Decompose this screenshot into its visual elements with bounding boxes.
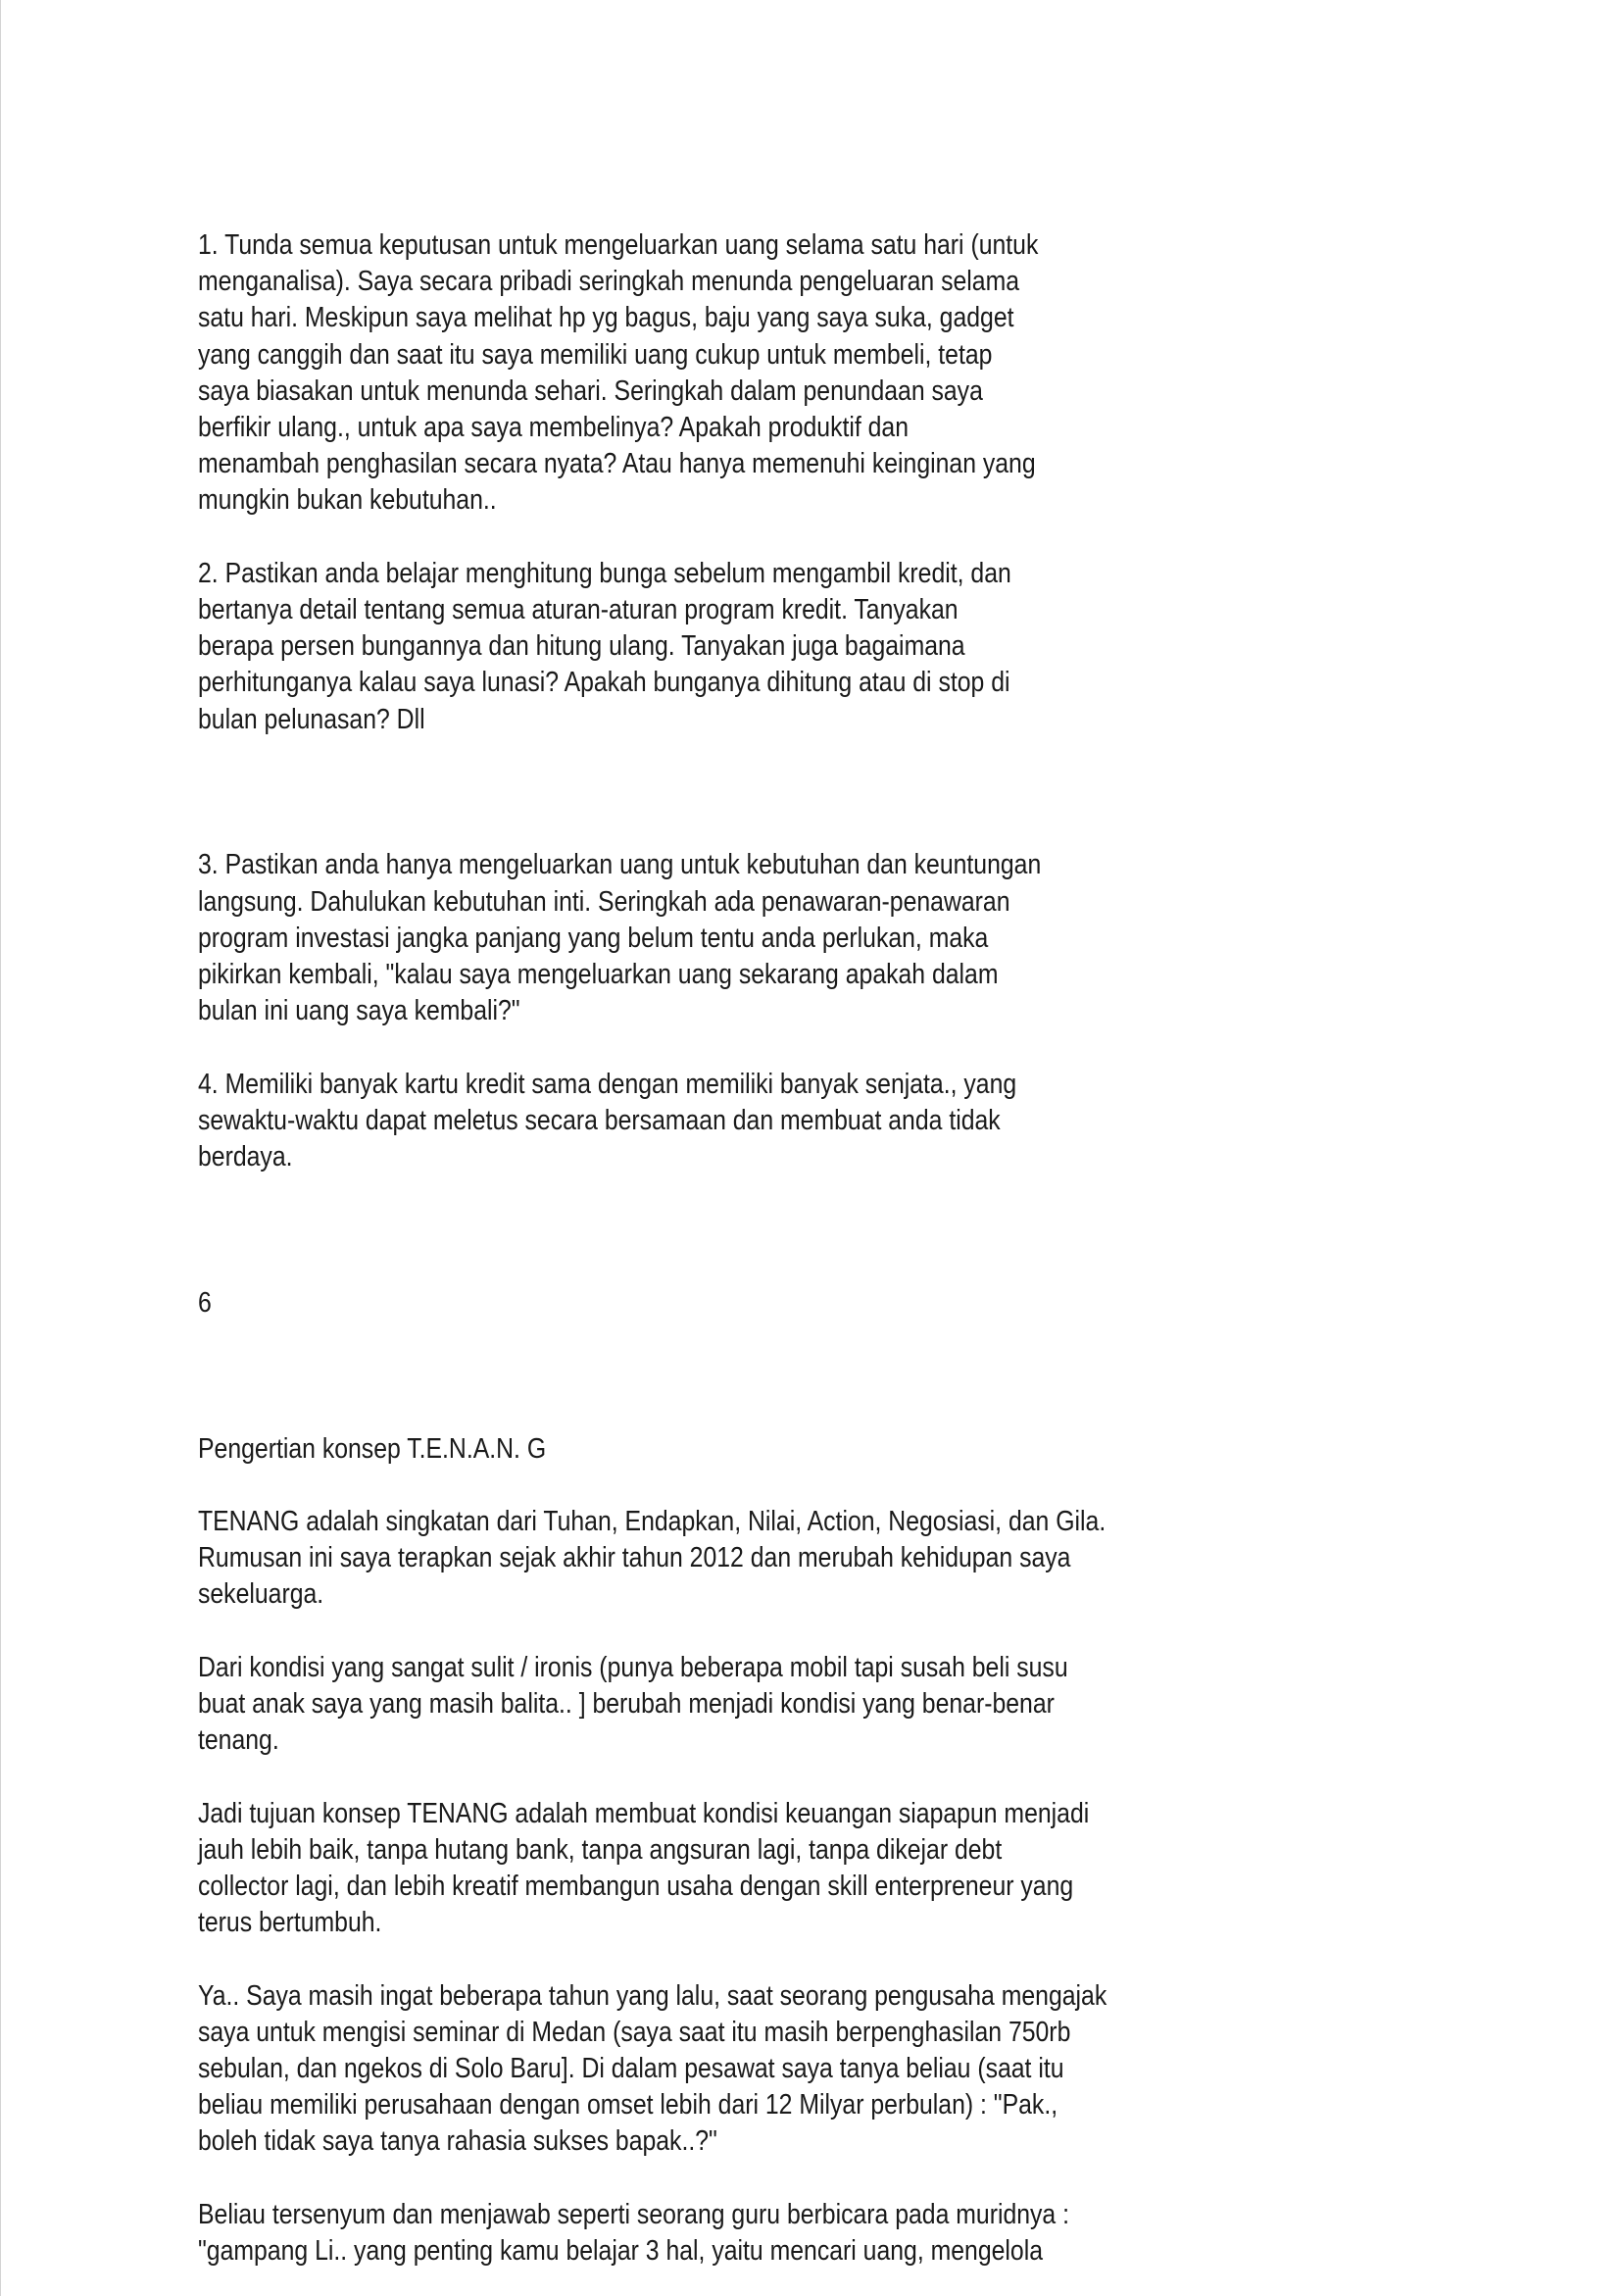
paragraph-tenang-goal: Jadi tujuan konsep TENANG adalah membuat kondisi keuangan siapapun menjadi jauh lebih baik, tanpa hutang bank, tanpa angsuran lagi, tanpa dikejar debt collector lagi, dan lebih kreatif membangun usaha dengan skill enterpreneur yang terus bertumbuh. bbox=[198, 1797, 1090, 1939]
paragraph-tip-4: 4. Memiliki banyak kartu kredit sama dengan memiliki banyak senjata., yang sewaktu-waktu dapat meletus secara bersamaan dan membuat anda tidak berdaya. bbox=[198, 1068, 1017, 1173]
document-body bbox=[198, 227, 1136, 2270]
paragraph-tip-3: 3. Pastikan anda hanya mengeluarkan uang untuk kebutuhan dan keuntungan langsung. Dahulukan kebutuhan inti. Seringkah ada penawaran-penawaran program investasi jangka panjang yang belum tentu anda perlukan, maka pikirkan kembali, "kalau saya mengeluarkan uang sekarang apakah dalam bulan ini uang saya kembali?" bbox=[198, 849, 1042, 1027]
paragraph-teacher-answer: Beliau tersenyum dan menjawab seperti seorang guru berbicara pada muridnya : "gampang Li.. yang penting kamu belajar 3 hal, yaitu mencari uang, mengelola bbox=[198, 2198, 1070, 2268]
paragraph-tenang-condition: Dari kondisi yang sangat sulit / ironis (punya beberapa mobil tapi susah beli susu buat anak saya yang masih balita.. ] berubah menjadi kondisi yang benar-benar tenang. bbox=[198, 1651, 1068, 1757]
page-number: 6 bbox=[198, 1286, 212, 1319]
paragraph-tenang-definition: TENANG adalah singkatan dari Tuhan, Endapkan, Nilai, Action, Negosiasi, dan Gila. Rumusan ini saya terapkan sejak akhir tahun 2012 dan merubah kehidupan saya sekeluarga. bbox=[198, 1506, 1107, 1611]
paragraph-tip-2: 2. Pastikan anda belajar menghitung bunga sebelum mengambil kredit, dan bertanya detail tentang semua aturan-aturan program kredit. Tanyakan berapa persen bungannya dan hitung ulang. Tanyakan juga bagaimana perhitunganya kalau saya lunasi? Apakah bunganya dihitung atau di stop di bulan pelunasan? Dll bbox=[198, 557, 1011, 735]
paragraph-tip-1: 1. Tunda semua keputusan untuk mengeluarkan uang selama satu hari (untuk menganalisa). Saya secara pribadi seringkah menunda pengeluaran selama satu hari. Meskipun saya melihat hp yg bagus, baju yang saya suka, gadget yang canggih dan saat itu saya memiliki uang cukup untuk membeli, tetap saya biasakan untuk menunda sehari. Seringkah dalam penundaan saya berfikir ulang., untuk apa saya membelinya? Apakah produktif dan menambah penghasilan secara nyata? Atau hanya memenuhi keinginan yang mungkin bukan kebutuhan.. bbox=[198, 229, 1039, 517]
section-title: Pengertian konsep T.E.N.A.N. G bbox=[198, 1432, 547, 1465]
paragraph-medan-story: Ya.. Saya masih ingat beberapa tahun yang lalu, saat seorang pengusaha mengajak saya untuk mengisi seminar di Medan (saya saat itu masih berpenghasilan 750rb sebulan, dan ngekos di Solo Baru]. Di dalam pesawat saya tanya beliau (saat itu beliau memiliki perusahaan dengan omset lebih dari 12 Milyar perbulan) : "Pak., boleh tidak saya tanya rahasia sukses bapak..?" bbox=[198, 1979, 1107, 2158]
